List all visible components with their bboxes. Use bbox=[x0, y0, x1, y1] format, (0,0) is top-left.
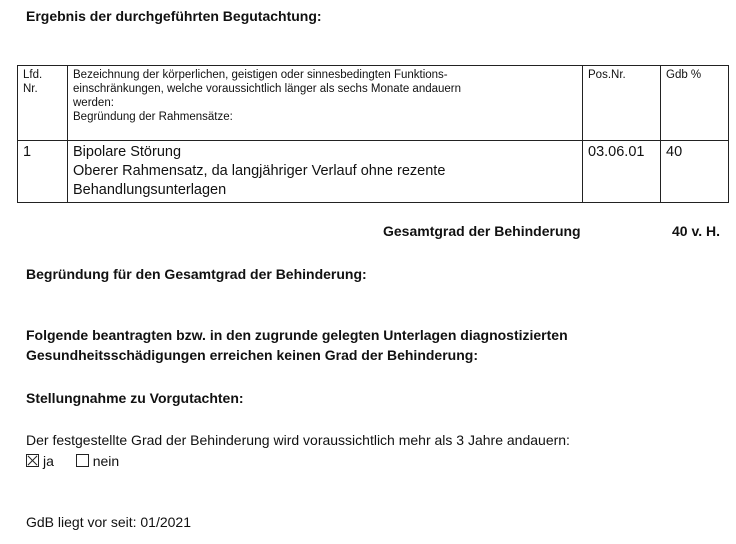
table-row bbox=[18, 141, 729, 203]
header-pos-nr: Pos.Nr. bbox=[583, 66, 661, 141]
heading-previous: Stellungnahme zu Vorgutachten: bbox=[26, 390, 244, 406]
option-no[interactable] bbox=[76, 453, 119, 469]
header-nr: Lfd. Nr. bbox=[18, 66, 68, 141]
option-yes-label: ja bbox=[43, 453, 54, 469]
cell-nr: 1 bbox=[18, 141, 68, 203]
heading-reason: Begründung für den Gesamtgrad der Behinderung: bbox=[26, 266, 367, 282]
heading-other-line2: Gesundheitsschädigungen erreichen keinen Grad der Behinderung: bbox=[26, 347, 478, 363]
option-no-label: nein bbox=[92, 453, 120, 469]
cell-pos-nr: 03.06.01 bbox=[583, 141, 661, 203]
header-description: Bezeichnung der körperlichen, geistigen oder sinnesbedingten Funktions- einschränkungen, welche voraussichtlich länger als sechs Monate andauern werden: Begründung der Rahmensätze: bbox=[68, 66, 583, 141]
cell-gdb: 40 bbox=[661, 141, 729, 203]
table-header-row bbox=[18, 66, 729, 141]
duration-text: Der festgestellte Grad der Behinderung wird voraussichtlich mehr als 3 Jahre andauern: bbox=[26, 432, 570, 448]
duration-options bbox=[26, 453, 119, 469]
cell-description: Bipolare Störung Oberer Rahmensatz, da langjähriger Verlauf ohne rezente Behandlungsunterlagen bbox=[68, 141, 583, 203]
option-yes[interactable] bbox=[26, 453, 58, 469]
checkbox-empty-icon[interactable] bbox=[76, 454, 89, 467]
total-value: 40 v. H. bbox=[672, 223, 720, 239]
heading-other-line1: Folgende beantragten bzw. in den zugrunde gelegten Unterlagen diagnostizierten bbox=[26, 327, 568, 343]
checkbox-checked-icon[interactable] bbox=[26, 454, 39, 467]
heading-result: Ergebnis der durchgeführten Begutachtung: bbox=[26, 8, 322, 24]
since-text: GdB liegt vor seit: 01/2021 bbox=[26, 514, 191, 530]
assessment-table bbox=[17, 65, 729, 203]
header-gdb: Gdb % bbox=[661, 66, 729, 141]
total-label: Gesamtgrad der Behinderung bbox=[383, 223, 581, 239]
